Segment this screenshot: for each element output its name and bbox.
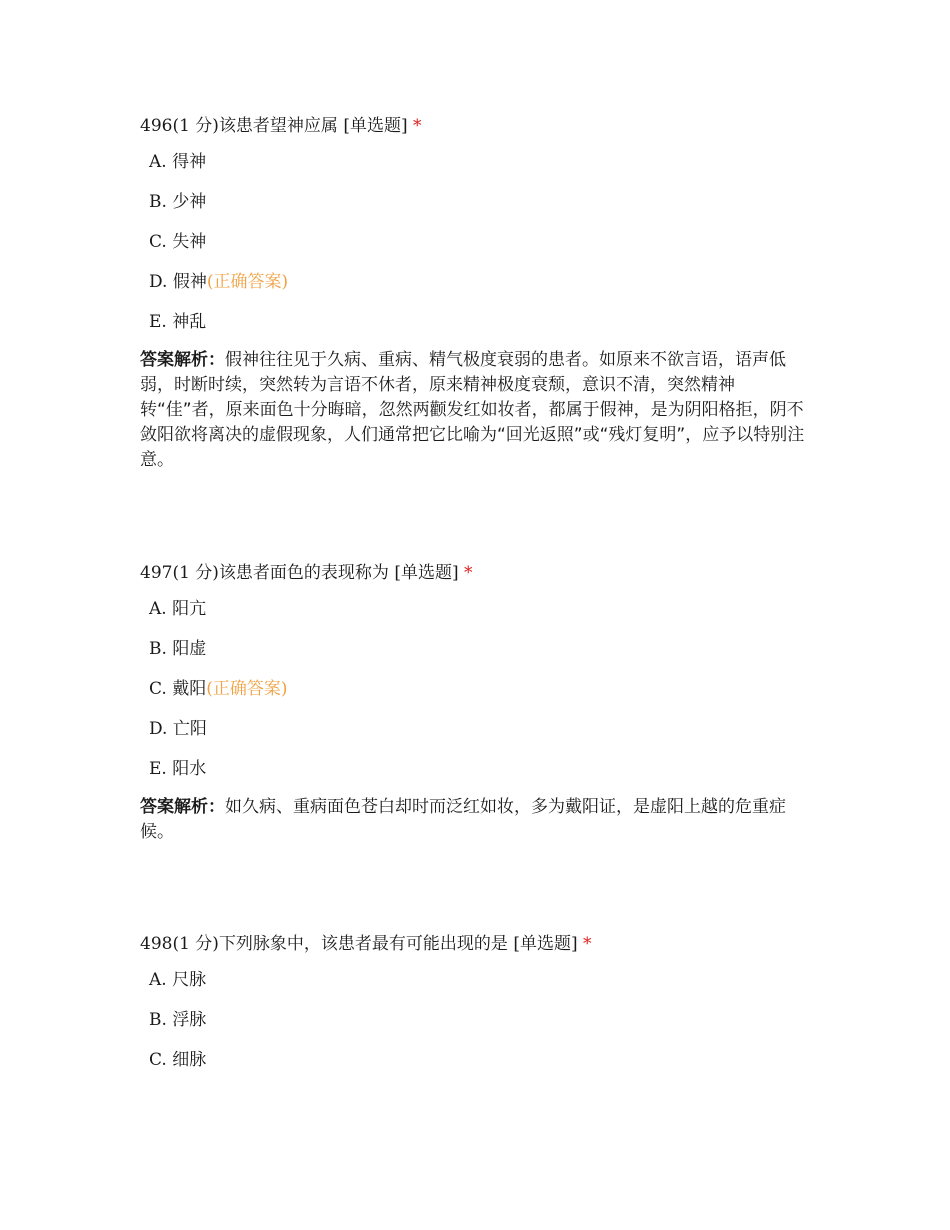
option-list: [140, 968, 815, 1088]
option-letter: D.: [149, 272, 168, 292]
question-title: [140, 114, 815, 138]
question-number: 496: [140, 116, 173, 136]
option-text: 阳亢: [172, 599, 207, 619]
analysis-text: 如久病、重病面色苍白却时而泛红如妆，多为戴阳证，是虚阳上越的危重症候。: [140, 797, 786, 842]
question-498: [140, 932, 815, 1088]
option-b[interactable]: [149, 1008, 815, 1048]
option-letter: E.: [149, 312, 167, 332]
answer-analysis: [140, 795, 815, 845]
question-type: [单选题]: [513, 934, 578, 954]
question-score: (1 分): [172, 563, 219, 583]
option-list: [140, 597, 815, 797]
option-text: 阳虚: [172, 639, 207, 659]
analysis-text: 假神往往见于久病、重病、精气极度衰弱的患者。如原来不欲言语，语声低弱，时断时续，突然转为言语不休者，原来精神极度衰颓，意识不清，突然精神转“佳”者，原来面色十分晦暗，忽然两颧发红如妆者，都属于假神，是为阴阳格拒，阴不敛阳欲将离决的虚假现象，人们通常把它比喻为“回光返照”或“残灯复明”，应予以特别注意。: [140, 350, 805, 470]
option-letter: B.: [149, 639, 167, 659]
option-letter: E.: [149, 759, 167, 779]
question-score: (1 分): [172, 116, 219, 136]
option-text: 亡阳: [172, 719, 207, 739]
option-text: 少神: [172, 192, 207, 212]
option-letter: A.: [149, 599, 167, 619]
question-number: 498: [140, 934, 173, 954]
option-text: 假神: [172, 272, 207, 292]
option-letter: B.: [149, 1010, 167, 1030]
option-letter: C.: [149, 1050, 167, 1070]
option-text: 细脉: [172, 1050, 207, 1070]
question-score: (1 分): [172, 934, 219, 954]
option-text: 尺脉: [172, 970, 207, 990]
analysis-label: 答案解析：: [140, 797, 225, 817]
option-e[interactable]: [149, 310, 815, 350]
option-text: 失神: [172, 232, 207, 252]
required-mark: *: [413, 116, 422, 136]
answer-analysis: [140, 348, 815, 473]
question-number: 497: [140, 563, 173, 583]
question-text: 该患者面色的表现称为: [218, 563, 389, 583]
question-type: [单选题]: [394, 563, 459, 583]
option-text: 浮脉: [172, 1010, 207, 1030]
required-mark: *: [464, 563, 473, 583]
option-d[interactable]: [149, 717, 815, 757]
question-text: 该患者望神应属: [218, 116, 338, 136]
option-text: 神乱: [172, 312, 207, 332]
option-a[interactable]: [149, 597, 815, 637]
option-letter: B.: [149, 192, 167, 212]
question-497: [140, 561, 815, 845]
option-text: 阳水: [172, 759, 207, 779]
option-c[interactable]: [149, 677, 815, 717]
option-d[interactable]: [149, 270, 815, 310]
option-b[interactable]: [149, 637, 815, 677]
analysis-label: 答案解析：: [140, 350, 225, 370]
option-letter: A.: [149, 970, 167, 990]
option-text: 得神: [172, 152, 207, 172]
correct-answer-tag: (正确答案): [206, 679, 288, 699]
option-c[interactable]: [149, 1048, 815, 1088]
option-b[interactable]: [149, 190, 815, 230]
option-letter: C.: [149, 679, 167, 699]
question-title: [140, 932, 815, 956]
question-496: [140, 114, 815, 473]
option-letter: D.: [149, 719, 168, 739]
question-type: [单选题]: [343, 116, 408, 136]
question-title: [140, 561, 815, 585]
option-letter: A.: [149, 152, 167, 172]
correct-answer-tag: (正确答案): [206, 272, 289, 292]
option-a[interactable]: [149, 968, 815, 1008]
required-mark: *: [583, 934, 592, 954]
option-a[interactable]: [149, 150, 815, 190]
option-letter: C.: [149, 232, 167, 252]
option-text: 戴阳: [172, 679, 207, 699]
option-e[interactable]: [149, 757, 815, 797]
option-c[interactable]: [149, 230, 815, 270]
question-text: 下列脉象中，该患者最有可能出现的是: [218, 934, 508, 954]
option-list: [140, 150, 815, 350]
